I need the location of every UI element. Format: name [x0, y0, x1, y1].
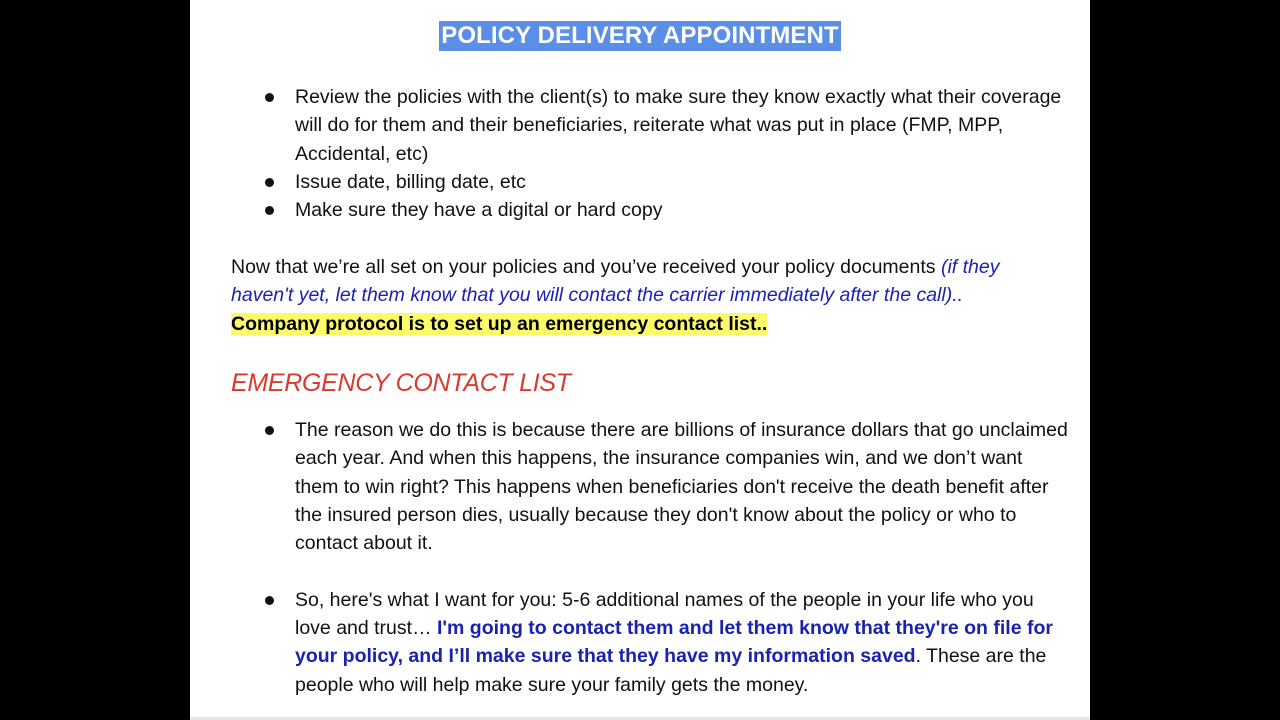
list-item [231, 586, 1071, 699]
list-item [231, 196, 1071, 224]
bullet-text: The reason we do this is because there are billions of insurance dollars that go unclaimed each year. And when this happens, the insurance companies win, and we don’t want them to win right? This happens when beneficiaries don't receive the death benefit after the insured person dies, usually because they don't know about the policy or who to contact about it. [295, 419, 1068, 555]
list-item [231, 83, 1071, 168]
list-item [231, 168, 1071, 196]
bullet-icon [265, 596, 274, 605]
protocol-highlight: Company protocol is to set up an emergency contact list.. [231, 312, 768, 335]
bullet-icon [265, 206, 274, 215]
emergency-bullet-list [231, 416, 1071, 699]
bullet-text: Issue date, billing date, etc [295, 170, 526, 193]
title-wrapper [190, 21, 1090, 51]
carrier-note: (if they haven't yet, let them know that you will contact the carrier immediately after the call) [231, 256, 1000, 307]
intro-bullet-list [231, 83, 1071, 224]
bullet-text: Make sure they have a digital or hard copy [295, 199, 663, 222]
letterbox-left [0, 0, 190, 720]
section-heading-emergency-contact-list: EMERGENCY CONTACT LIST [231, 369, 571, 397]
document-title: POLICY DELIVERY APPOINTMENT [441, 22, 839, 49]
transition-paragraph [231, 253, 1041, 338]
bullet-lead-text: So, here's what I want for you: 5-6 additional names of the people in your life who you love and trust… [295, 588, 1034, 640]
bullet-icon [265, 93, 274, 102]
list-item [231, 416, 1071, 557]
note-punctuation: .. [952, 284, 964, 307]
document-page [190, 0, 1090, 720]
bullet-tail-text: . These are the people who will help make sure your family gets the money. [295, 645, 1047, 696]
paragraph-lead-text: Now that we’re all set on your policies and you’ve received your policy documents [231, 256, 941, 278]
bullet-icon [265, 178, 274, 187]
bullet-icon [265, 426, 274, 435]
bullet-text: Review the policies with the client(s) to make sure they know exactly what their coverage will do for them and their beneficiaries, reiterate what was put in place (FMP, MPP, Accidental, etc) [295, 86, 1062, 165]
letterbox-right [1090, 0, 1280, 720]
bullet-bold-blue-text: I'm going to contact them and let them know that they're on file for your policy, and I’ll make sure that they have my information saved [295, 617, 1053, 668]
